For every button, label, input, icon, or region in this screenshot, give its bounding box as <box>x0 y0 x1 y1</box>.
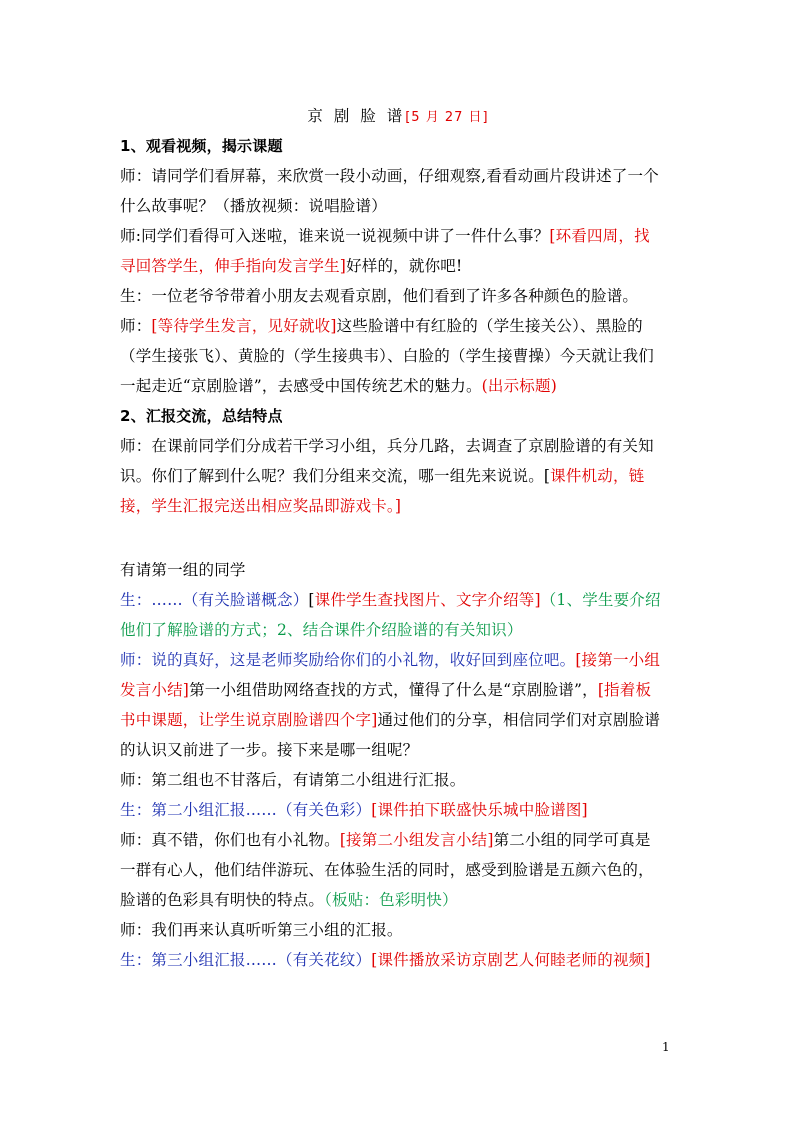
paragraph: 生：一位老爷爷带着小朋友去观看京剧，他们看到了许多各种颜色的脸谱。 <box>120 287 639 305</box>
teaching-note: 书中课题，让学生说京剧脸谱四个字] <box>120 711 378 729</box>
paragraph: 识。你们了解到什么呢？我们分组来交流，哪一组先来说说。[课件机动，链 <box>120 467 645 485</box>
teaching-note: [课件拍下联盛快乐城中脸谱图] <box>371 801 588 819</box>
teaching-note: (出示标题) <box>481 377 557 395</box>
paragraph: 有请第一组的同学 <box>120 561 246 579</box>
paragraph: 脸谱的色彩具有明快的特点。（板贴：色彩明快） <box>120 891 458 909</box>
paragraph: 师：真不错，你们也有小礼物。[接第二小组发言小结]第二小组的同学可真是 <box>120 831 651 849</box>
teaching-note: 接，学生汇报完送出相应奖品即游戏卡。] <box>120 497 402 515</box>
paragraph: 师：我们再来认真听听第三小组的汇报。 <box>120 921 403 939</box>
paragraph: （学生接张飞）、黄脸的（学生接典韦）、白脸的（学生接曹操）今天就让我们 <box>120 347 655 365</box>
paragraph: 师:同学们看得可入迷啦，谁来说一说视频中讲了一件什么事？[环看四周，找 <box>120 227 650 245</box>
section-2-heading: 2、汇报交流，总结特点 <box>120 407 283 425</box>
teaching-note: [指着板 <box>597 681 652 699</box>
paragraph: 师：第二组也不甘落后，有请第二小组进行汇报。 <box>120 771 466 789</box>
page-number: 1 <box>662 1040 670 1054</box>
teaching-note: [等待学生发言，见好就收] <box>151 317 337 335</box>
blank-line <box>120 521 676 555</box>
section-1-heading: 1、观看视频，揭示课题 <box>120 137 283 155</box>
page-title <box>120 101 676 131</box>
paragraph: 一群有心人，他们结伴游玩、在体验生活的同时，感受到脸谱是五颜六色的， <box>120 861 654 879</box>
teaching-note: [环看四周，找 <box>549 227 650 245</box>
paragraph: 的认识又前进了一步。接下来是哪一组呢？ <box>120 741 419 759</box>
teaching-note: 发言小结] <box>120 681 190 699</box>
paragraph: 发言小结]第一小组借助网络查找的方式，懂得了什么是“京剧脸谱”，[指着板 <box>120 681 652 699</box>
paragraph: 一起走近“京剧脸谱”，去感受中国传统艺术的魅力。(出示标题) <box>120 377 557 395</box>
title-text: 京 剧 脸 谱 <box>307 107 406 125</box>
teaching-note: [课件播放采访京剧艺人何睦老师的视频] <box>371 951 651 969</box>
paragraph: 生：第二小组汇报……（有关色彩）[课件拍下联盛快乐城中脸谱图] <box>120 801 588 819</box>
paragraph: 师：说的真好，这是老师奖励给你们的小礼物，收好回到座位吧。[接第一小组 <box>120 651 661 669</box>
teaching-note: [接第一小组 <box>575 651 661 669</box>
paragraph: 寻回答学生，伸手指向发言学生]好样的，就你吧! <box>120 257 463 275</box>
teaching-note: 寻回答学生，伸手指向发言学生] <box>120 257 347 275</box>
paragraph: 师：[等待学生发言，见好就收]这些脸谱中有红脸的（学生接关公）、黑脸的 <box>120 317 643 335</box>
paragraph: 生：第三小组汇报……（有关花纹）[课件播放采访京剧艺人何睦老师的视频] <box>120 951 651 969</box>
title-date: [5 月 27 日] <box>405 110 489 125</box>
paragraph: 书中课题，让学生说京剧脸谱四个字]通过他们的分享，相信同学们对京剧脸谱 <box>120 711 661 729</box>
document-body <box>120 101 676 975</box>
green-note: （1、学生要介绍 <box>540 591 661 609</box>
paragraph: 师：请同学们看屏幕，来欣赏一段小动画，仔细观察,看看动画片段讲述了一个 <box>120 167 659 185</box>
paragraph: 生：……（有关脸谱概念）[课件学生查找图片、文字介绍等]（1、学生要介绍 <box>120 591 661 609</box>
paragraph: 什么故事呢？（播放视频：说唱脸谱） <box>120 197 387 215</box>
teaching-note: 课件机动，链 <box>550 467 645 485</box>
paragraph: 师：在课前同学们分成若干学习小组，兵分几路，去调查了京剧脸谱的有关知 <box>120 437 654 455</box>
green-note: 他们了解脸谱的方式；2、结合课件介绍脸谱的有关知识） <box>120 621 523 639</box>
green-note: （板贴：色彩明快） <box>324 891 458 909</box>
teaching-note: [接第二小组发言小结] <box>339 831 494 849</box>
teaching-note: 课件学生查找图片、文字介绍等] <box>314 591 541 609</box>
